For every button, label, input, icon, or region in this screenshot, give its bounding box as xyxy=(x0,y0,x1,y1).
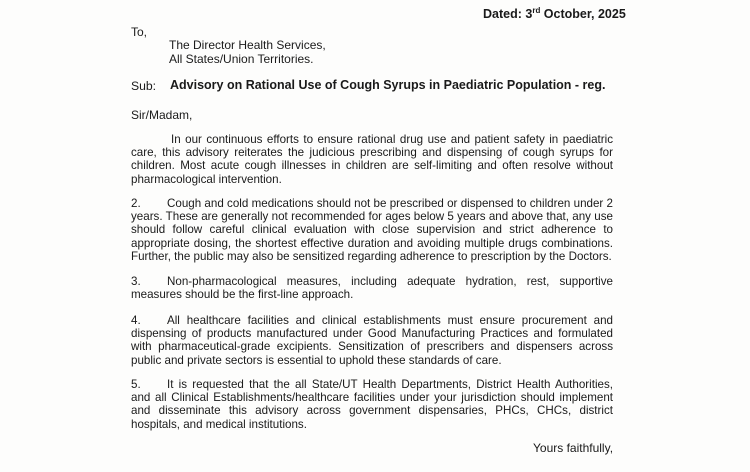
salutation: Sir/Madam, xyxy=(131,108,193,122)
paragraph-2-number: 2. xyxy=(131,197,141,210)
recipient-to: To, xyxy=(131,25,148,39)
paragraph-3 xyxy=(131,275,613,301)
paragraph-4-number: 4. xyxy=(131,314,141,327)
paragraph-1 xyxy=(131,133,613,186)
paragraph-2-text: Cough and cold medications should not be prescribed or dispensed to children under 2 years. These are generally not recommended for ages below 5 years and above that, any use should follow careful clinical evaluation with close supervision and strict adherence to appropriate dosing, the shortest effective duration and avoiding multiple drugs combinations. Further, the public may also be sensitized regarding adherence to prescription by the Doctors. xyxy=(131,197,613,263)
paragraph-3-text: Non-pharmacological measures, including adequate hydration, rest, supportive measures should be the first-line approach. xyxy=(131,275,613,302)
paragraph-4-text: All healthcare facilities and clinical establishments must ensure procurement and dispensing of products manufactured under Good Manufacturing Practices and formulated with pharmaceutical-grade excipients. Sensitization of prescribers and dispensers across public and private sectors is essential to uphold these standards of care. xyxy=(131,314,613,367)
paragraph-4 xyxy=(131,314,613,367)
letter-date xyxy=(483,6,626,21)
paragraph-2 xyxy=(131,197,613,263)
date-prefix: Dated: 3 xyxy=(483,7,533,22)
recipient-line-2: All States/Union Territories. xyxy=(169,52,314,66)
paragraph-1-text: In our continuous efforts to ensure rational drug use and patient safety in paediatric care, this advisory reiterates the judicious prescribing and dispensing of cough syrups for children. Most acute cough illnesses in children are self-limiting and often resolve without pharmacological intervention. xyxy=(131,133,613,186)
subject-label: Sub: xyxy=(131,79,157,93)
paragraph-5-number: 5. xyxy=(131,378,141,391)
paragraph-3-number: 3. xyxy=(131,275,141,288)
paragraph-5-text: It is requested that the all State/UT Health Departments, District Health Authorities, and all Clinical Establishments/healthcare facilities under your jurisdiction should implement and disseminate this advisory across government dispensaries, PHCs, CHCs, district hospitals, and medical institutions. xyxy=(131,378,613,431)
recipient-line-1: The Director Health Services, xyxy=(169,38,326,52)
paragraph-5 xyxy=(131,378,613,431)
date-ordinal: rd xyxy=(532,6,541,15)
date-suffix: October, 2025 xyxy=(540,7,626,22)
subject-text: Advisory on Rational Use of Cough Syrups in Paediatric Population - reg. xyxy=(170,78,606,92)
closing-line: Yours faithfully, xyxy=(533,441,614,455)
